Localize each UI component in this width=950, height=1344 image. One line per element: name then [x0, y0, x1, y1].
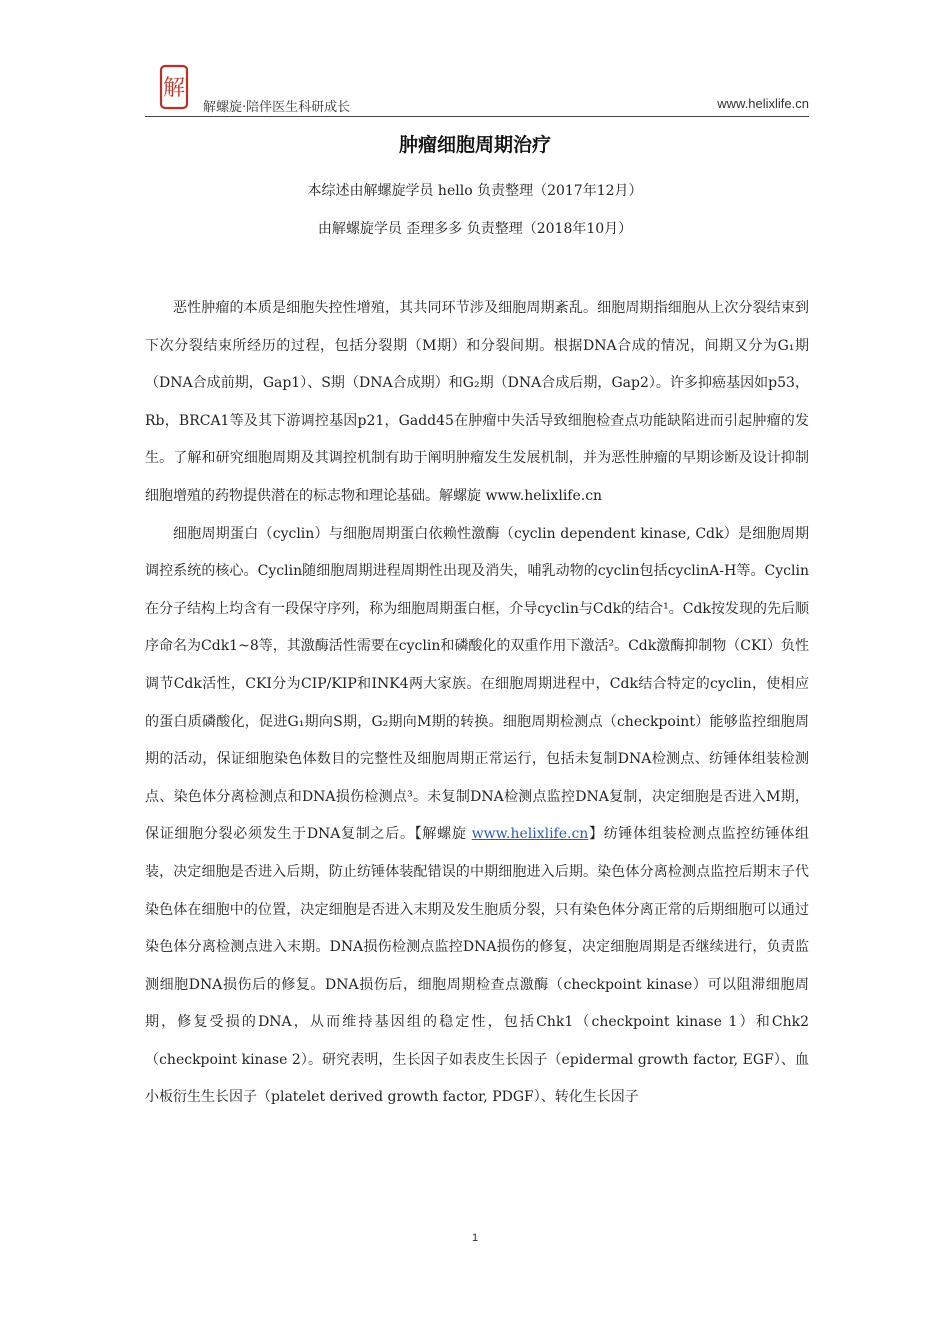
- header-url[interactable]: www.helixlife.cn: [717, 96, 809, 111]
- document-title: 肿瘤细胞周期治疗: [398, 134, 551, 156]
- helix-logo: [159, 64, 189, 110]
- paragraph-2-part-2: 】纺锤体组装检测点监控纺锤体组装，决定细胞是否进入后期，防止纺锤体装配错误的中期细胞进入后期。染色体分离检测点监控后期末子代染色体在细胞中的位置，决定细胞是否进入末期及发生胞质分裂，只有染色体分离正常的后期细胞可以通过染色体分离检测点进入末期。DNA损伤检测点监控DNA损伤的修复，决定细胞周期是否继续进行，负责监测细胞DNA损伤后的修复。DNA损伤后，细胞周期检查点激酶（checkpoint kinase）可以阻滞细胞周期，修复受损的DNA，从而维持基因组的稳定性，包括Chk1（checkpoint kinase 1）和Chk2（checkpoint kinase 2）。研究表明，生长因子如表皮生长因子（epidermal growth factor, EGF）、血小板衍生生长因子（platelet derived growth factor, PDGF）、转化生长因子: [145, 826, 810, 1106]
- page-number: 1: [471, 1232, 479, 1244]
- byline-2018: 由解螺旋学员 歪理多多 负责整理（2018年10月）: [317, 221, 633, 237]
- helixlife-link[interactable]: www.helixlife.cn: [471, 826, 589, 843]
- header-divider: [145, 116, 809, 117]
- header-title: 解螺旋·陪伴医生科研成长: [203, 100, 351, 115]
- byline-2017: 本综述由解螺旋学员 hello 负责整理（2017年12月）: [307, 183, 643, 199]
- page-header: [145, 58, 809, 118]
- paragraph-2: [145, 516, 809, 1118]
- paragraph-1: 恶性肿瘤的本质是细胞失控性增殖，其共同环节涉及细胞周期紊乱。细胞周期指细胞从上次分裂结束到下次分裂结束所经历的过程，包括分裂期（M期）和分裂间期。根据DNA合成的情况，间期又分为G₁期（DNA合成前期，Gap1）、S期（DNA合成期）和G₂期（DNA合成后期，Gap2）。许多抑癌基因如p53，Rb，BRCA1等及其下游调控基因p21，Gadd45在肿瘤中失活导致细胞检查点功能缺陷进而引起肿瘤的发生。了解和研究细胞周期及其调控机制有助于阐明肿瘤发生发展机制，并为恶性肿瘤的早期诊断及设计抑制细胞增殖的药物提供潜在的标志物和理论基础。解螺旋 www.helixlife.cn: [145, 300, 809, 504]
- svg-text:解: 解: [162, 76, 186, 101]
- body-text: [145, 290, 809, 1117]
- paragraph-2-part-1: 细胞周期蛋白（cyclin）与细胞周期蛋白依赖性激酶（cyclin dependent kinase, Cdk）是细胞周期调控系统的核心。Cyclin随细胞周期进程周期性出现及消失，哺乳动物的cyclin包括cyclinA-H等。Cyclin在分子结构上均含有一段保守序列，称为细胞周期蛋白框，介导cyclin与Cdk的结合¹。Cdk按发现的先后顺序命名为Cdk1~8等，其激酶活性需要在cyclin和磷酸化的双重作用下激活²。Cdk激酶抑制物（CKI）负性调节Cdk活性，CKI分为CIP/KIP和INK4两大家族。在细胞周期进程中，Cdk结合特定的cyclin，使相应的蛋白质磷酸化，促进G₁期向S期，G₂期向M期的转换。细胞周期检测点（checkpoint）能够监控细胞周期的活动，保证细胞染色体数目的完整性及细胞周期正常运行，包括未复制DNA检测点、纺锤体组装检测点、染色体分离检测点和DNA损伤检测点³。未复制DNA检测点监控DNA复制，决定细胞是否进入M期，保证细胞分裂必须发生于DNA复制之后。【解螺旋: [145, 525, 809, 843]
